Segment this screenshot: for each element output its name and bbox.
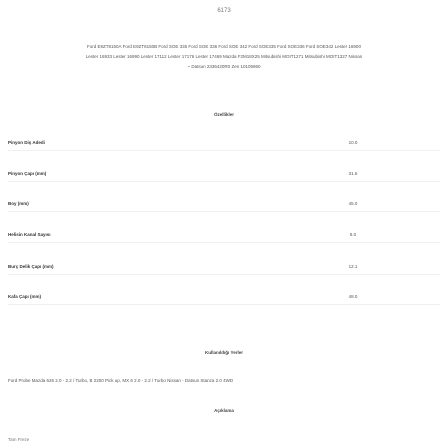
- spec-value: 12.1: [348, 264, 358, 269]
- spec-row: [8, 199, 440, 212]
- specs-title: Özellikler: [213, 112, 234, 117]
- spec-value: 10.0: [348, 140, 358, 145]
- spec-label: Boy (mm): [8, 201, 29, 206]
- vehicles-title: Kullanıldığı Yerler: [205, 350, 243, 355]
- spec-label: Burç Delik Çapı (mm): [8, 264, 54, 269]
- spec-row: [8, 292, 440, 305]
- fitment-line: ~ Datsun 2336420R0 Zen 10105960: [187, 64, 261, 69]
- spec-value: 8.0: [349, 232, 357, 237]
- spec-label: Helisin Kanal Sayısı: [8, 232, 51, 237]
- fitment-line: Lester 16933 Lester 16990 Lester 17112 Lester 17176 Lester 17469 Mazda F2M18X25 Mitsubishi MOIT1271 Mitsubishi MOIT1327 Nissan: [85, 54, 363, 59]
- fitment-line: Ford E9ZT8150A Ford E9ZT8150B Ford SOE 335 Ford SOE 336 Ford SOE 342 Ford SOE335 Ford SOE336 Ford SOE342 Lester 16900: [87, 44, 361, 49]
- spec-label: Pinyon Diş Adedi: [8, 140, 45, 145]
- fitment-list: [30, 42, 418, 72]
- spec-label: Kafa Çapı (mm): [8, 294, 42, 299]
- spec-row: [8, 169, 440, 182]
- vehicles-text: Ford Probe Mazda 626 2.0 - 2.2 / Turbo, B 2200 Pick up, MX 6 2.0 - 2.2 / Turbo Nissan - Datsun Stanza 2.0 4WD: [8, 378, 234, 383]
- spec-row: [8, 138, 440, 151]
- spec-label: Pinyon Çapı (mm): [8, 171, 47, 176]
- spec-value: 31.6: [348, 171, 358, 176]
- note-text: Tam Freze: [8, 437, 30, 442]
- spec-row: [8, 262, 440, 275]
- spec-value: 48.0: [348, 294, 358, 299]
- spec-row: [8, 230, 440, 243]
- spec-value: 45.0: [348, 201, 358, 206]
- note-title: Açıklama: [214, 408, 234, 413]
- product-code: 6173: [217, 8, 231, 14]
